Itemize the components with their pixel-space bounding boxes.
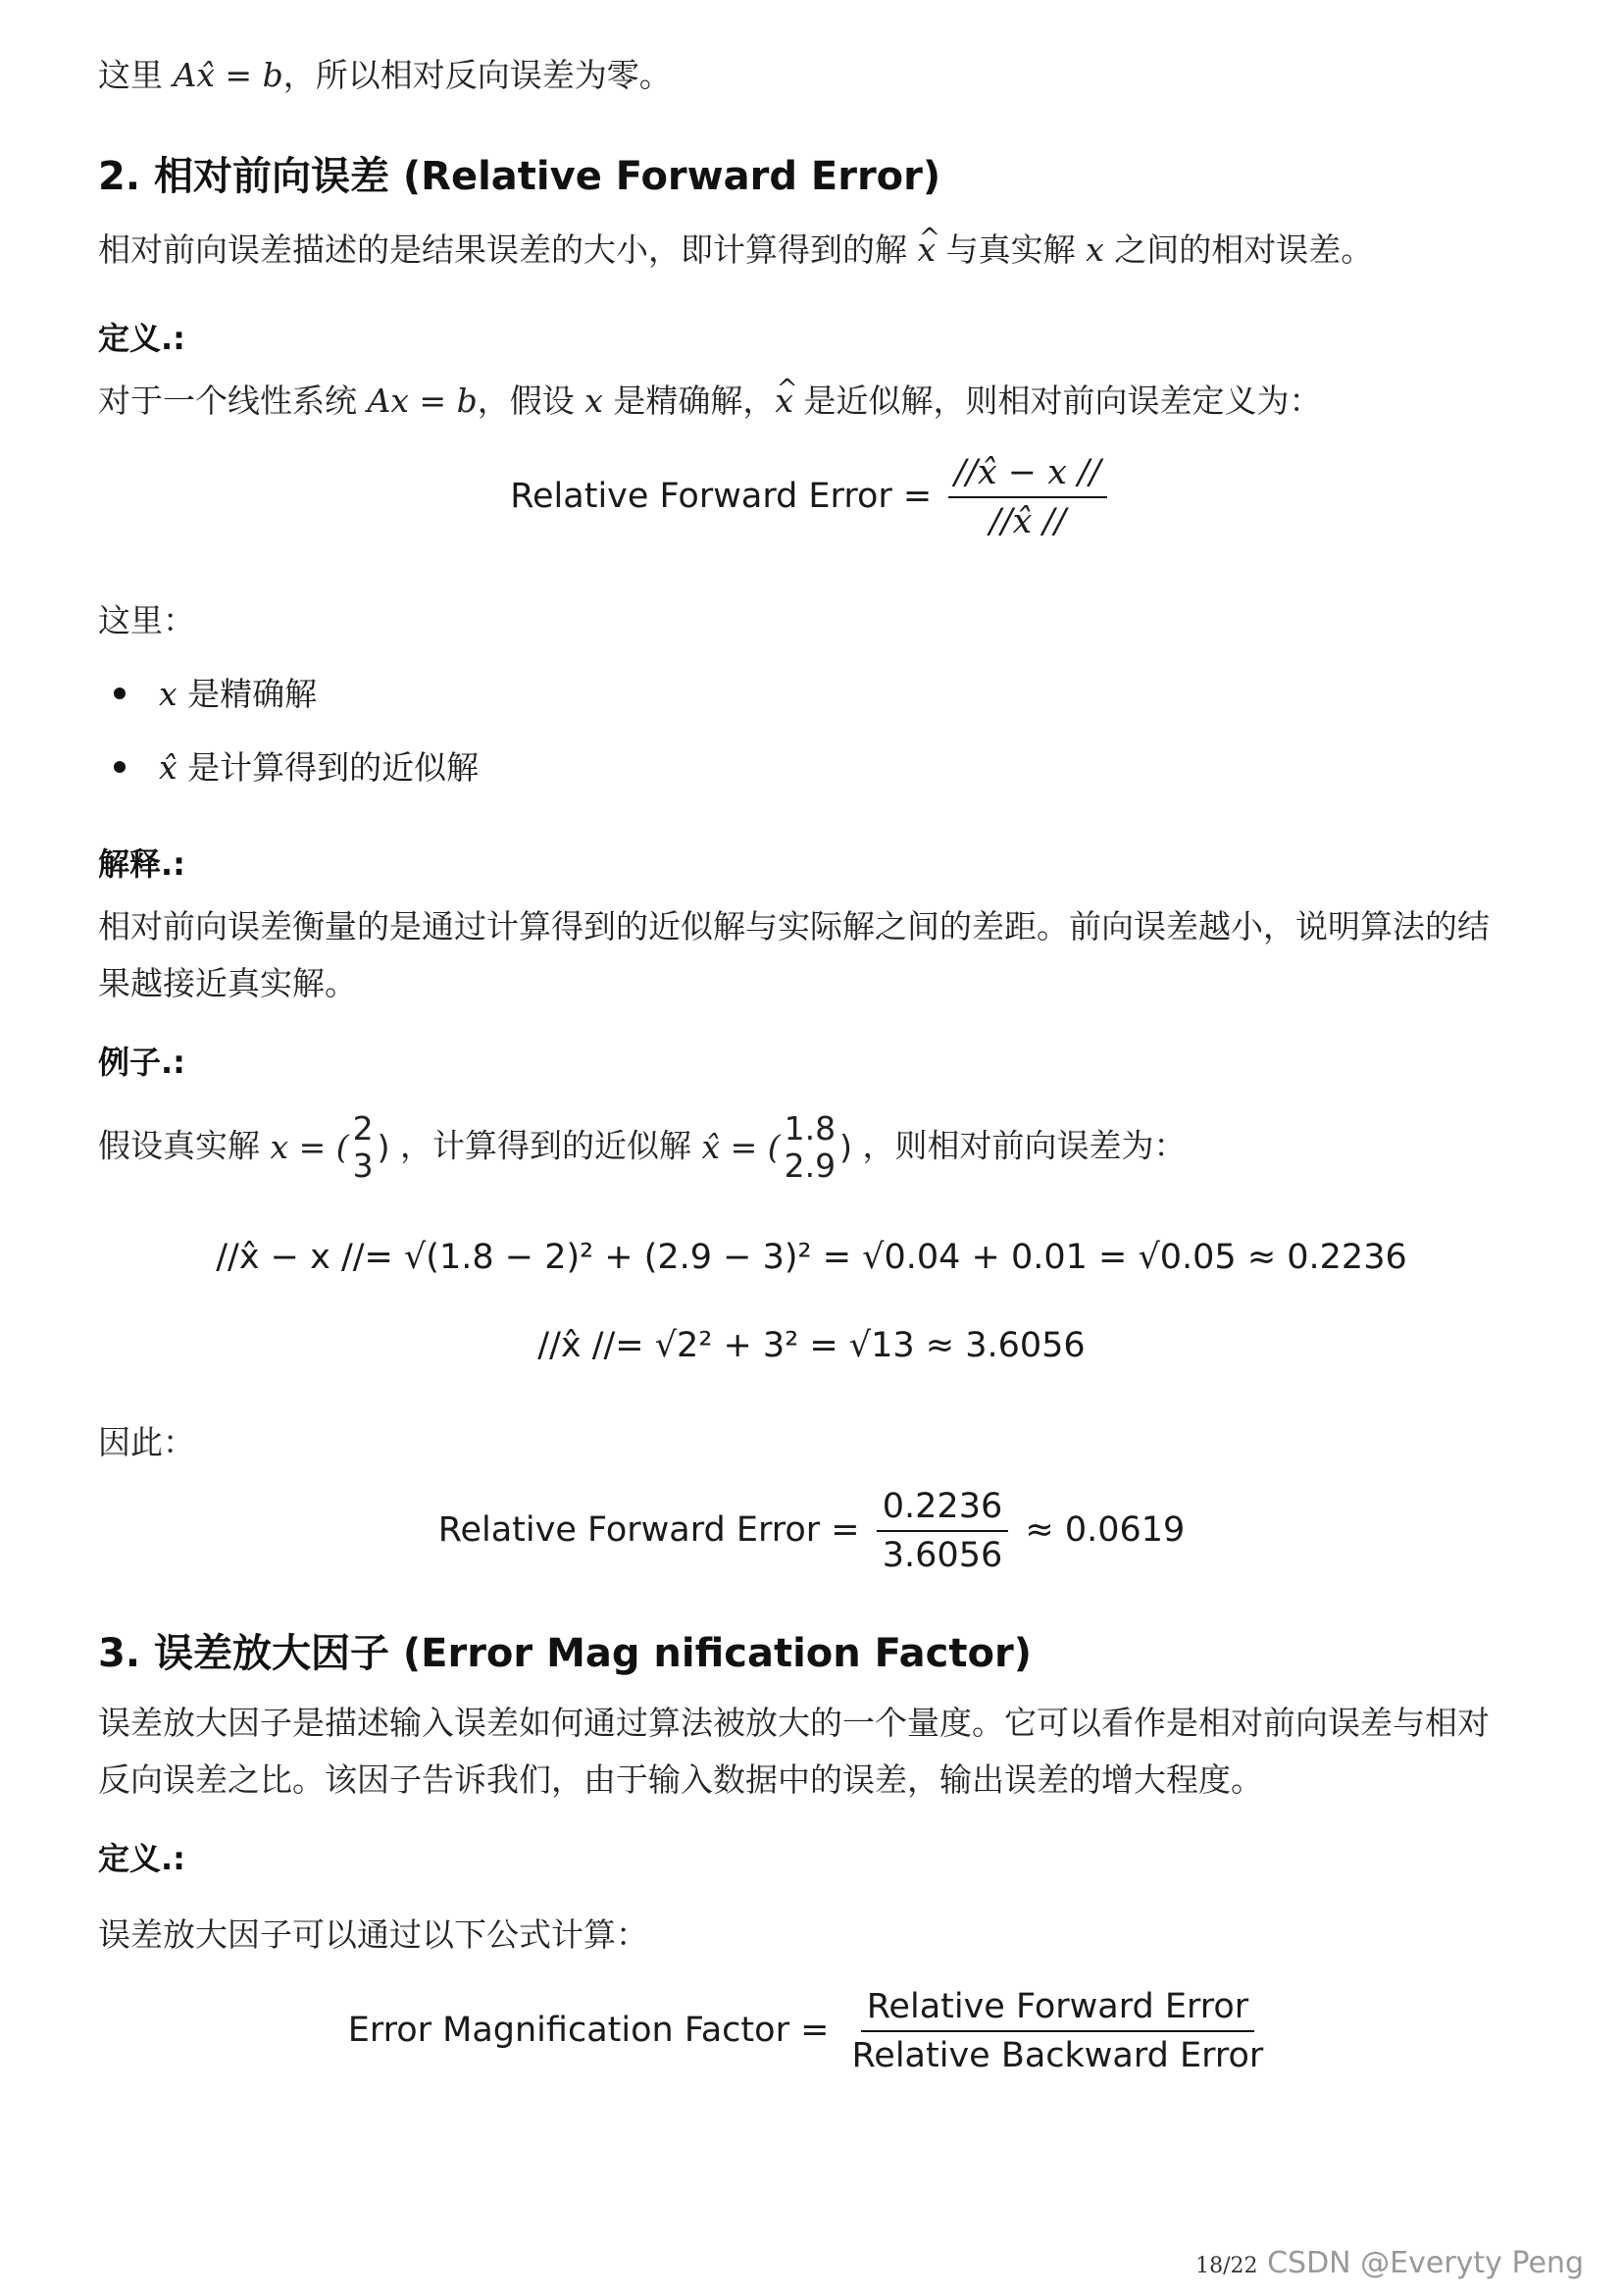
paragraph-backward-zero (98, 47, 672, 104)
var-xhat: ^ x (775, 373, 793, 430)
fraction-numerator: 0.2236 (877, 1487, 1008, 1532)
page-number: 18/22 (1195, 2254, 1258, 2278)
var-x: x (1086, 230, 1104, 269)
formula-error-magnification-factor (0, 1987, 1623, 2075)
equation-inline: Ax = b (367, 382, 478, 420)
definition-label: 定义.: (98, 320, 185, 357)
text: ，则相对前向误差为： (851, 1126, 1187, 1165)
paragraph-formula-intro: 误差放大因子可以通过以下公式计算： (98, 1915, 648, 1954)
label-therefore: 因此： (98, 1423, 195, 1461)
text: 与真实解 (936, 230, 1087, 269)
paren: ) (377, 1128, 390, 1166)
list-item (159, 666, 317, 723)
formula-forward-error-result (0, 1487, 1623, 1575)
vector-x (271, 1110, 390, 1185)
formula-rhs: ≈ 0.0619 (1025, 1510, 1186, 1550)
text: 这里 (98, 56, 174, 94)
fraction-denominator: 3.6056 (882, 1536, 1003, 1575)
vector-entry: 2.9 (784, 1147, 837, 1185)
equation-inline: Ax̂ = b (173, 56, 283, 94)
text: 之间的相对误差。 (1103, 230, 1374, 269)
formula-relative-forward-error (0, 453, 1623, 541)
section-heading-relative-forward-error: 2. 相对前向误差 (Relative Forward Error) (98, 154, 941, 199)
list-item (159, 740, 479, 796)
paren: ) (839, 1128, 852, 1166)
fraction-numerator: //x̂ − x // (948, 453, 1106, 498)
text: ，所以相对反向误差为零。 (282, 56, 672, 94)
formula-lhs: Relative Forward Error = (510, 477, 933, 516)
text: 是精确解 (177, 675, 318, 713)
text: 是计算得到的近似解 (177, 748, 480, 787)
paragraph-forward-intro (98, 222, 1373, 279)
text: 是精确解， (602, 382, 776, 420)
footer (1195, 2246, 1584, 2280)
text: ，假设 (477, 382, 585, 420)
fraction-denominator: //x̂ // (989, 502, 1067, 541)
vector-column (353, 1110, 374, 1185)
vector-xhat (701, 1110, 851, 1185)
text: ，计算得到的近似解 (389, 1126, 702, 1165)
fraction-numerator: Relative Forward Error (861, 1987, 1254, 2032)
formula-lhs: Error Magnification Factor = (347, 2011, 830, 2050)
fraction (948, 453, 1106, 541)
fraction (877, 1487, 1008, 1575)
var-x: x (584, 382, 603, 420)
paragraph-definition (98, 373, 1321, 430)
paragraph-explanation: 相对前向误差衡量的是通过计算得到的近似解与实际解之间的差距。前向误差越小，说明算法的结果越接近真实解。 (98, 907, 1490, 1002)
vector-entry: 3 (352, 1147, 374, 1185)
bullet-dot (114, 761, 126, 773)
vector-label: x̂ = ( (701, 1128, 781, 1166)
var-x: x (159, 675, 178, 713)
label-here: 这里： (98, 601, 195, 639)
explanation-label: 解释.: (98, 845, 185, 883)
text: 对于一个线性系统 (98, 382, 368, 420)
text: 假设真实解 (98, 1126, 271, 1165)
vector-entry: 2 (352, 1109, 374, 1148)
paragraph-example (98, 1110, 1186, 1185)
fraction-denominator: Relative Backward Error (851, 2036, 1264, 2075)
csdn-watermark: CSDN @Everyty Peng (1267, 2246, 1584, 2280)
vector-entry: 1.8 (784, 1109, 837, 1148)
var-xhat: ^ x (918, 222, 937, 279)
bullet-dot (114, 688, 126, 699)
formula-lhs: Relative Forward Error = (437, 1510, 860, 1550)
section-heading-error-magnification-factor: 3. 误差放大因子 (Error Mag nification Factor) (98, 1631, 1032, 1676)
vector-label: x = ( (270, 1128, 349, 1166)
formula-error-norm: //x̂ − x //= √(1.8 − 2)² + (2.9 − 3)² = √0.04 + 0.01 = √0.05 ≈ 0.2236 (216, 1238, 1407, 1277)
text: 相对前向误差描述的是结果误差的大小，即计算得到的解 (98, 230, 918, 269)
definition-label: 定义.: (98, 1840, 185, 1877)
var-xhat: x̂ (159, 748, 178, 787)
text: 是近似解，则相对前向误差定义为： (792, 382, 1322, 420)
fraction (846, 1987, 1270, 2075)
paragraph-magnification-intro: 误差放大因子是描述输入误差如何通过算法被放大的一个量度。它可以看作是相对前向误差与相对反向误差之比。该因子告诉我们，由于输入数据中的误差，输出误差的增大程度。 (98, 1704, 1490, 1799)
vector-column (785, 1110, 836, 1185)
example-label: 例子.: (98, 1044, 185, 1081)
formula-solution-norm: //x̂ //= √2² + 3² = √13 ≈ 3.6056 (537, 1326, 1086, 1365)
